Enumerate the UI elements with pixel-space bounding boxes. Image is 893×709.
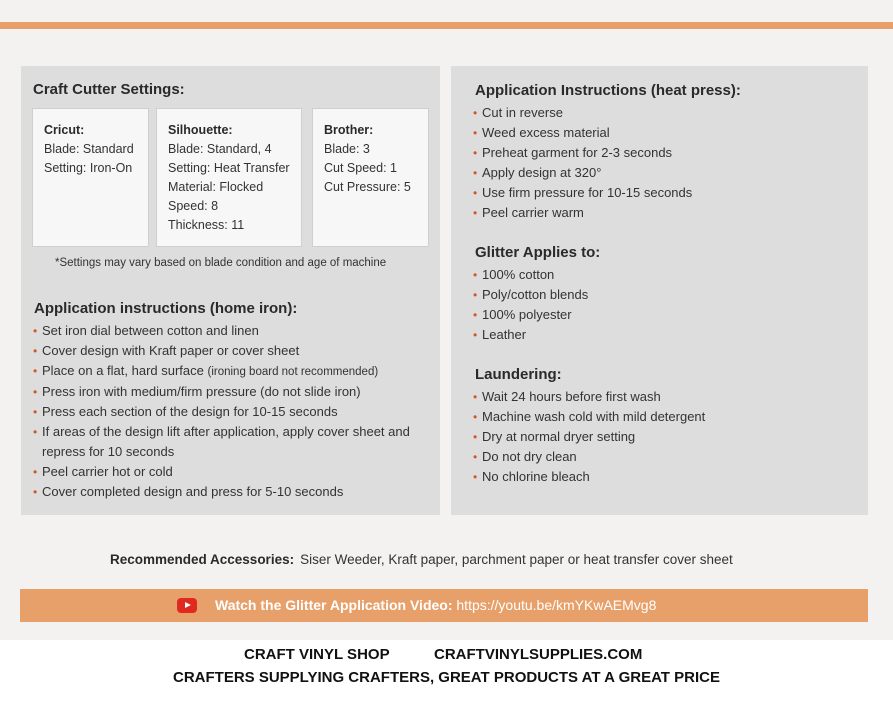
list-item: • Cut in reverse (473, 103, 853, 123)
top-accent-rule (0, 22, 893, 29)
cricut-blade: Blade: Standard (44, 142, 134, 156)
footer-tagline: CRAFTERS SUPPLYING CRAFTERS, GREAT PRODUCTS AT A GREAT PRICE (173, 669, 720, 686)
list-item: • Peel carrier hot or cold (33, 462, 428, 482)
heat-press-list (473, 103, 853, 223)
video-banner (20, 589, 868, 622)
list-item: • Apply design at 320° (473, 163, 853, 183)
list-item: • Machine wash cold with mild detergent (473, 407, 853, 427)
cricut-settings-box (32, 108, 149, 247)
video-banner-text (215, 597, 656, 613)
list-item: • Place on a flat, hard surface (ironing board not recommended) (33, 361, 428, 382)
list-item: • 100% cotton (473, 265, 853, 285)
silhouette-material: Material: Flocked (168, 180, 264, 194)
list-item: • Poly/cotton blends (473, 285, 853, 305)
list-item: • Preheat garment for 2-3 seconds (473, 143, 853, 163)
silhouette-setting: Setting: Heat Transfer (168, 161, 290, 175)
footer-shop-name: CRAFT VINYL SHOP (244, 646, 390, 663)
list-item: • Set iron dial between cotton and linen (33, 321, 428, 341)
list-item: • If areas of the design lift after application, apply cover sheet and repress for 10 seconds (33, 422, 428, 462)
silhouette-speed: Speed: 8 (168, 199, 219, 213)
list-item: • Press iron with medium/firm pressure (do not slide iron) (33, 382, 428, 402)
right-panel (451, 66, 868, 515)
list-item: • Dry at normal dryer setting (473, 427, 853, 447)
applies-to-list (473, 265, 853, 345)
left-panel (21, 66, 440, 515)
list-item: • Use firm pressure for 10-15 seconds (473, 183, 853, 203)
silhouette-blade: Blade: Standard, 4 (168, 142, 272, 156)
list-item: • Wait 24 hours before first wash (473, 387, 853, 407)
footer-site: CRAFTVINYLSUPPLIES.COM (434, 646, 643, 663)
list-item: • Peel carrier warm (473, 203, 853, 223)
list-item: • Cover design with Kraft paper or cover sheet (33, 341, 428, 361)
youtube-play-icon (177, 598, 197, 613)
video-label: Watch the Glitter Application Video: (215, 597, 453, 613)
brother-cut-speed: Cut Speed: 1 (324, 161, 397, 175)
list-item: • Press each section of the design for 10-15 seconds (33, 402, 428, 422)
list-item: • No chlorine bleach (473, 467, 853, 487)
brother-blade: Blade: 3 (324, 142, 370, 156)
brother-name: Brother: (324, 123, 374, 137)
recommended-accessories (110, 552, 733, 567)
list-item: • 100% polyester (473, 305, 853, 325)
list-item: • Do not dry clean (473, 447, 853, 467)
cricut-setting: Setting: Iron-On (44, 161, 133, 175)
applies-to-heading: Glitter Applies to: (475, 244, 601, 261)
cutter-settings-heading: Craft Cutter Settings: (33, 81, 185, 98)
heat-press-heading: Application Instructions (heat press): (475, 82, 741, 99)
brother-cut-pressure: Cut Pressure: 5 (324, 180, 411, 194)
settings-note: *Settings may vary based on blade condition and age of machine (55, 257, 387, 269)
list-item: • Weed excess material (473, 123, 853, 143)
list-item: • Leather (473, 325, 853, 345)
silhouette-settings-box (156, 108, 302, 247)
video-link[interactable]: https://youtu.be/kmYKwAEMvg8 (456, 597, 657, 613)
list-item: • Cover completed design and press for 5-10 seconds (33, 482, 428, 502)
accessories-label: Recommended Accessories: (110, 552, 295, 567)
laundering-list (473, 387, 853, 487)
brother-settings-box (312, 108, 429, 247)
home-iron-list (33, 321, 428, 502)
cricut-name: Cricut: (44, 123, 85, 137)
accessories-text: Siser Weeder, Kraft paper, parchment paper or heat transfer cover sheet (300, 552, 733, 567)
silhouette-thickness: Thickness: 11 (168, 218, 245, 232)
laundering-heading: Laundering: (475, 366, 562, 383)
home-iron-heading: Application instructions (home iron): (34, 300, 298, 317)
silhouette-name: Silhouette: (168, 123, 233, 137)
